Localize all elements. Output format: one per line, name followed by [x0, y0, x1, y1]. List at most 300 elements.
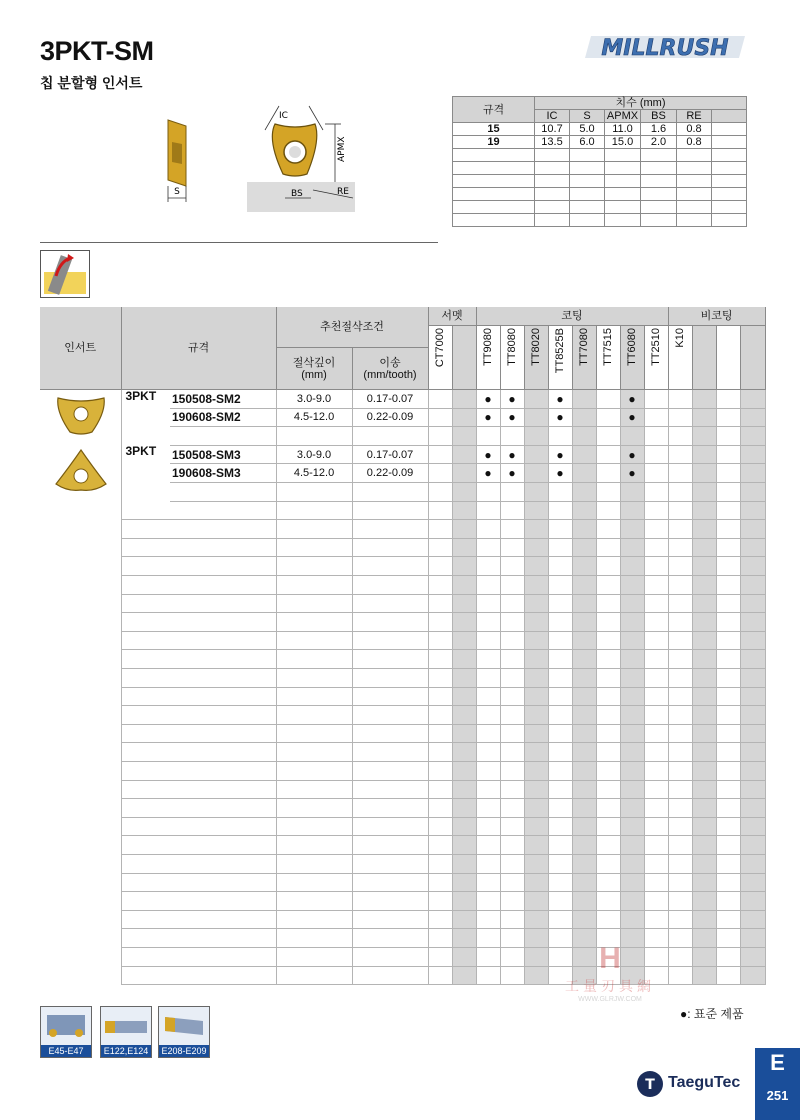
- grade-mark-cell: [476, 669, 500, 688]
- grade-mark-cell: [692, 873, 716, 892]
- grade-mark-cell: [452, 706, 476, 725]
- dim-value-cell: 0.8: [677, 123, 712, 136]
- grade-mark-cell: [668, 799, 692, 818]
- grade-mark-cell: [716, 427, 740, 446]
- grade-mark-cell: [716, 613, 740, 632]
- grade-mark-cell: [476, 687, 500, 706]
- grade-mark-cell: [476, 501, 500, 520]
- table-row: [40, 687, 765, 706]
- grade-mark-cell: [572, 724, 596, 743]
- depth-value: 3.0-9.0: [276, 390, 352, 409]
- grade-mark-cell: [596, 408, 620, 427]
- grade-mark-cell: [692, 501, 716, 520]
- grade-mark-cell: [596, 799, 620, 818]
- grade-mark-cell: [668, 854, 692, 873]
- grade-mark-cell: ●: [500, 390, 524, 409]
- grade-mark-cell: [428, 947, 452, 966]
- ref-page-link[interactable]: E208-E209: [158, 1006, 210, 1058]
- grade-mark-cell: [452, 743, 476, 762]
- grade-header-tt7515: TT7515: [596, 326, 620, 390]
- insert-image-cell: [40, 445, 121, 984]
- grade-mark-cell: [668, 594, 692, 613]
- grade-mark-cell: [524, 854, 548, 873]
- grade-mark-cell: [572, 501, 596, 520]
- grade-mark-cell: [644, 910, 668, 929]
- grade-mark-cell: [692, 538, 716, 557]
- grade-mark-cell: [692, 929, 716, 948]
- grade-mark-cell: [500, 557, 524, 576]
- grade-mark-cell: [572, 390, 596, 409]
- dim-col-header: RE: [677, 110, 712, 123]
- insert-code: 190608-SM3: [170, 464, 276, 483]
- grade-mark-cell: [596, 464, 620, 483]
- grade-mark-cell: [692, 836, 716, 855]
- feed-value: 0.22-0.09: [352, 408, 428, 427]
- grade-mark-cell: [692, 408, 716, 427]
- grade-mark-cell: [620, 483, 644, 502]
- grade-mark-cell: [668, 910, 692, 929]
- grade-mark-cell: [692, 631, 716, 650]
- grade-mark-cell: [476, 873, 500, 892]
- grade-mark-cell: [692, 780, 716, 799]
- grade-mark-cell: [428, 799, 452, 818]
- grade-mark-cell: [716, 947, 740, 966]
- grade-mark-cell: [740, 836, 765, 855]
- grade-mark-cell: [740, 613, 765, 632]
- grade-mark-cell: [548, 761, 572, 780]
- grade-mark-cell: [452, 854, 476, 873]
- svg-text:T: T: [645, 1077, 655, 1093]
- grade-mark-cell: [476, 780, 500, 799]
- grade-mark-cell: [548, 650, 572, 669]
- grade-mark-cell: [572, 780, 596, 799]
- grade-mark-cell: [596, 706, 620, 725]
- grade-mark-cell: [500, 836, 524, 855]
- grade-mark-cell: [548, 892, 572, 911]
- grade-mark-cell: [644, 724, 668, 743]
- grade-mark-cell: [476, 724, 500, 743]
- grade-mark-cell: [572, 576, 596, 595]
- grade-mark-cell: [644, 706, 668, 725]
- dim-value-cell: 11.0: [605, 123, 641, 136]
- grade-mark-cell: [500, 520, 524, 539]
- grade-mark-cell: [476, 966, 500, 985]
- grade-mark-cell: [668, 780, 692, 799]
- depth-value: [276, 427, 352, 446]
- grade-mark-cell: [428, 724, 452, 743]
- grade-mark-cell: [716, 483, 740, 502]
- grade-mark-cell: [644, 817, 668, 836]
- grade-mark-cell: [452, 966, 476, 985]
- table-row: [40, 780, 765, 799]
- grade-mark-cell: [500, 892, 524, 911]
- grade-mark-cell: [428, 631, 452, 650]
- grade-mark-cell: [692, 613, 716, 632]
- grade-mark-cell: [740, 464, 765, 483]
- grade-mark-cell: [716, 520, 740, 539]
- grade-mark-cell: [740, 483, 765, 502]
- grade-mark-cell: [452, 576, 476, 595]
- grade-mark-cell: [596, 445, 620, 464]
- grade-mark-cell: [452, 910, 476, 929]
- grade-mark-cell: [428, 408, 452, 427]
- grade-mark-cell: [452, 408, 476, 427]
- grade-mark-cell: [620, 892, 644, 911]
- insert-side-view: [160, 112, 200, 204]
- grade-mark-cell: [716, 557, 740, 576]
- grade-header-tt9080: TT9080: [476, 326, 500, 390]
- grade-mark-cell: [452, 669, 476, 688]
- grade-mark-cell: [548, 854, 572, 873]
- grade-mark-cell: [428, 576, 452, 595]
- grade-mark-cell: [572, 910, 596, 929]
- grade-mark-cell: [716, 761, 740, 780]
- grade-mark-cell: [692, 910, 716, 929]
- grade-mark-cell: [428, 501, 452, 520]
- grade-mark-cell: [668, 631, 692, 650]
- grade-mark-cell: [428, 427, 452, 446]
- grade-mark-cell: [524, 892, 548, 911]
- grade-mark-cell: [596, 631, 620, 650]
- grade-mark-cell: [668, 520, 692, 539]
- grade-mark-cell: [668, 464, 692, 483]
- grade-mark-cell: [524, 669, 548, 688]
- grade-mark-cell: [500, 929, 524, 948]
- grade-mark-cell: [620, 669, 644, 688]
- grade-mark-cell: [716, 501, 740, 520]
- grade-mark-cell: [500, 501, 524, 520]
- svg-text:IC: IC: [279, 111, 288, 121]
- grade-mark-cell: [572, 799, 596, 818]
- grade-mark-cell: [524, 799, 548, 818]
- grade-mark-cell: [596, 613, 620, 632]
- grade-mark-cell: [692, 799, 716, 818]
- grade-mark-cell: [668, 390, 692, 409]
- page-subtitle: 칩 분할형 인서트: [40, 75, 143, 91]
- grade-mark-cell: [620, 576, 644, 595]
- grade-mark-cell: [500, 780, 524, 799]
- grade-header-ct7000: CT7000: [428, 326, 452, 390]
- grade-mark-cell: [740, 631, 765, 650]
- grade-mark-cell: [740, 780, 765, 799]
- grade-mark-cell: [692, 724, 716, 743]
- grade-mark-cell: [476, 650, 500, 669]
- dim-row: [453, 123, 747, 136]
- grade-mark-cell: [524, 910, 548, 929]
- grade-mark-cell: [524, 594, 548, 613]
- ref-page-link[interactable]: E45-E47: [40, 1006, 92, 1058]
- grade-mark-cell: [644, 483, 668, 502]
- grade-mark-cell: [692, 743, 716, 762]
- grade-mark-cell: [476, 483, 500, 502]
- grade-mark-cell: [500, 613, 524, 632]
- grade-mark-cell: [476, 761, 500, 780]
- grade-mark-cell: [740, 557, 765, 576]
- grade-mark-cell: [500, 724, 524, 743]
- grade-mark-cell: [692, 761, 716, 780]
- grade-mark-cell: [644, 576, 668, 595]
- grade-mark-cell: [740, 706, 765, 725]
- grade-mark-cell: [548, 706, 572, 725]
- grade-mark-cell: [644, 613, 668, 632]
- grade-mark-cell: [428, 650, 452, 669]
- grade-mark-cell: [716, 408, 740, 427]
- grade-mark-cell: [476, 594, 500, 613]
- grade-mark-cell: [476, 910, 500, 929]
- grade-mark-cell: [500, 854, 524, 873]
- grade-mark-cell: [428, 873, 452, 892]
- grade-mark-cell: [476, 929, 500, 948]
- grade-mark-cell: [476, 427, 500, 446]
- table-row: [40, 706, 765, 725]
- grade-mark-cell: [452, 613, 476, 632]
- grade-mark-cell: [692, 594, 716, 613]
- feed-value: [352, 427, 428, 446]
- grade-mark-cell: [668, 669, 692, 688]
- feed-value: [352, 483, 428, 502]
- grade-mark-cell: [620, 687, 644, 706]
- product-table: [40, 307, 766, 985]
- grade-mark-cell: [716, 576, 740, 595]
- table-row: [40, 799, 765, 818]
- grade-mark-cell: [524, 631, 548, 650]
- spec-header: 규격: [121, 307, 276, 390]
- grade-mark-cell: [716, 669, 740, 688]
- grade-mark-cell: [548, 724, 572, 743]
- grade-mark-cell: [524, 464, 548, 483]
- grade-mark-cell: [452, 557, 476, 576]
- table-row: [40, 873, 765, 892]
- grade-mark-cell: [668, 761, 692, 780]
- grade-mark-cell: [596, 836, 620, 855]
- grade-mark-cell: [500, 538, 524, 557]
- grade-mark-cell: [452, 501, 476, 520]
- grade-mark-cell: [692, 669, 716, 688]
- cermet-header: 서멧: [428, 307, 476, 326]
- grade-mark-cell: [500, 631, 524, 650]
- table-row: [40, 390, 765, 409]
- grade-mark-cell: ●: [548, 408, 572, 427]
- cutter-icon: [41, 1007, 91, 1045]
- dim-col-header: S: [570, 110, 605, 123]
- uncoated-header: 비코팅: [668, 307, 765, 326]
- grade-mark-cell: ●: [620, 408, 644, 427]
- grade-mark-cell: [596, 538, 620, 557]
- grade-mark-cell: [428, 669, 452, 688]
- grade-header-k10: K10: [668, 326, 692, 390]
- grade-mark-cell: [644, 408, 668, 427]
- grade-mark-cell: [740, 743, 765, 762]
- standard-product-note: ●: 표준 제품: [680, 1007, 744, 1021]
- table-row: [40, 538, 765, 557]
- grade-mark-cell: [644, 594, 668, 613]
- grade-mark-cell: [668, 445, 692, 464]
- grade-mark-cell: [548, 669, 572, 688]
- grade-mark-cell: [572, 761, 596, 780]
- grade-mark-cell: [620, 501, 644, 520]
- millrush-logo: [585, 32, 750, 62]
- dim-value-cell: 1.6: [641, 123, 677, 136]
- grade-mark-cell: [452, 761, 476, 780]
- grade-mark-cell: [740, 892, 765, 911]
- grade-mark-cell: [668, 650, 692, 669]
- dim-size-cell: 15: [453, 123, 535, 136]
- grade-mark-cell: [500, 483, 524, 502]
- page-title: 3PKT-SM: [40, 36, 154, 66]
- grade-mark-cell: [524, 836, 548, 855]
- grade-mark-cell: [572, 743, 596, 762]
- grade-mark-cell: [716, 538, 740, 557]
- grade-mark-cell: [644, 520, 668, 539]
- grade-mark-cell: [548, 799, 572, 818]
- grade-mark-cell: [644, 557, 668, 576]
- grade-mark-cell: [524, 687, 548, 706]
- series-prefix: 3PKT: [125, 444, 157, 459]
- grade-mark-cell: [500, 966, 524, 985]
- grade-mark-cell: [524, 445, 548, 464]
- grade-mark-cell: [740, 576, 765, 595]
- grade-mark-cell: [620, 650, 644, 669]
- depth-value: 3.0-9.0: [276, 445, 352, 464]
- grade-mark-cell: [692, 650, 716, 669]
- grade-mark-cell: [548, 836, 572, 855]
- grade-mark-cell: [548, 613, 572, 632]
- grade-mark-cell: [452, 780, 476, 799]
- grade-mark-cell: [524, 483, 548, 502]
- grade-mark-cell: [572, 557, 596, 576]
- dim-value-cell: 15.0: [605, 136, 641, 149]
- grade-mark-cell: [668, 873, 692, 892]
- coated-header: 코팅: [476, 307, 668, 326]
- grade-mark-cell: [572, 631, 596, 650]
- grade-mark-cell: [572, 892, 596, 911]
- grade-mark-cell: [452, 520, 476, 539]
- grade-mark-cell: [716, 854, 740, 873]
- grade-mark-cell: [668, 613, 692, 632]
- grade-header-tt8525b: TT8525B: [548, 326, 572, 390]
- grade-mark-cell: [692, 706, 716, 725]
- grade-mark-cell: [668, 501, 692, 520]
- grade-mark-cell: [500, 947, 524, 966]
- grade-mark-cell: [572, 854, 596, 873]
- grade-mark-cell: [668, 706, 692, 725]
- grade-mark-cell: [644, 669, 668, 688]
- grade-mark-cell: [716, 910, 740, 929]
- grade-mark-cell: ●: [620, 390, 644, 409]
- grade-mark-cell: [668, 576, 692, 595]
- grade-mark-cell: [524, 557, 548, 576]
- table-row: [40, 669, 765, 688]
- grade-mark-cell: [428, 520, 452, 539]
- grade-mark-cell: [428, 687, 452, 706]
- grade-mark-cell: [740, 594, 765, 613]
- grade-mark-cell: ●: [500, 464, 524, 483]
- grade-mark-cell: [740, 427, 765, 446]
- grade-mark-cell: [620, 724, 644, 743]
- grade-mark-cell: [524, 538, 548, 557]
- grade-mark-cell: [716, 445, 740, 464]
- grade-mark-cell: [620, 854, 644, 873]
- grade-mark-cell: [476, 743, 500, 762]
- grade-mark-cell: [500, 873, 524, 892]
- grade-mark-cell: [428, 836, 452, 855]
- grade-mark-cell: [428, 483, 452, 502]
- grade-mark-cell: [620, 594, 644, 613]
- table-row: [40, 743, 765, 762]
- grade-mark-cell: [476, 557, 500, 576]
- grade-mark-cell: [572, 427, 596, 446]
- grade-mark-cell: [620, 910, 644, 929]
- grade-header-tt8020: TT8020: [524, 326, 548, 390]
- grade-mark-cell: [452, 929, 476, 948]
- grade-mark-cell: [572, 538, 596, 557]
- grade-mark-cell: [476, 613, 500, 632]
- grade-mark-cell: [620, 743, 644, 762]
- grade-mark-cell: [596, 669, 620, 688]
- grade-header-tt2510: TT2510: [644, 326, 668, 390]
- grade-mark-cell: [572, 706, 596, 725]
- grade-mark-cell: [692, 687, 716, 706]
- grade-mark-cell: [740, 687, 765, 706]
- grade-mark-cell: [452, 538, 476, 557]
- grade-mark-cell: [596, 724, 620, 743]
- grade-mark-cell: [740, 390, 765, 409]
- dim-row: [453, 136, 747, 149]
- grade-mark-cell: [716, 464, 740, 483]
- grade-mark-cell: [596, 483, 620, 502]
- svg-text:RE: RE: [337, 187, 349, 197]
- table-row: [40, 817, 765, 836]
- grade-mark-cell: [596, 687, 620, 706]
- insert-header: 인서트: [40, 307, 121, 390]
- grade-mark-cell: [620, 873, 644, 892]
- grade-mark-cell: [668, 687, 692, 706]
- grade-mark-cell: [620, 631, 644, 650]
- grade-mark-cell: [500, 594, 524, 613]
- grade-mark-cell: [524, 780, 548, 799]
- grade-mark-cell: [452, 947, 476, 966]
- grade-mark-cell: [740, 445, 765, 464]
- grade-mark-cell: [668, 427, 692, 446]
- grade-mark-cell: [668, 836, 692, 855]
- grade-mark-cell: [596, 520, 620, 539]
- table-row: [40, 613, 765, 632]
- grade-mark-cell: [740, 929, 765, 948]
- table-row: [40, 557, 765, 576]
- grade-mark-cell: [692, 557, 716, 576]
- grade-mark-cell: [692, 854, 716, 873]
- table-row: [40, 520, 765, 539]
- grade-mark-cell: [740, 501, 765, 520]
- grade-mark-cell: [428, 390, 452, 409]
- grade-mark-cell: [596, 594, 620, 613]
- section-letter: E: [770, 1050, 785, 1075]
- dim-value-cell: 13.5: [535, 136, 570, 149]
- svg-text:S: S: [174, 187, 180, 197]
- grade-mark-cell: [692, 576, 716, 595]
- grade-mark-cell: [428, 966, 452, 985]
- grade-mark-cell: [692, 947, 716, 966]
- grade-header-tt6080: TT6080: [620, 326, 644, 390]
- grade-mark-cell: [692, 817, 716, 836]
- grade-mark-cell: [620, 427, 644, 446]
- grade-mark-cell: [692, 390, 716, 409]
- table-row: [40, 631, 765, 650]
- table-row: [40, 501, 765, 520]
- insert-code: 150508-SM3: [170, 445, 276, 464]
- grade-mark-cell: [572, 520, 596, 539]
- ref-page-link[interactable]: E122,E124: [100, 1006, 152, 1058]
